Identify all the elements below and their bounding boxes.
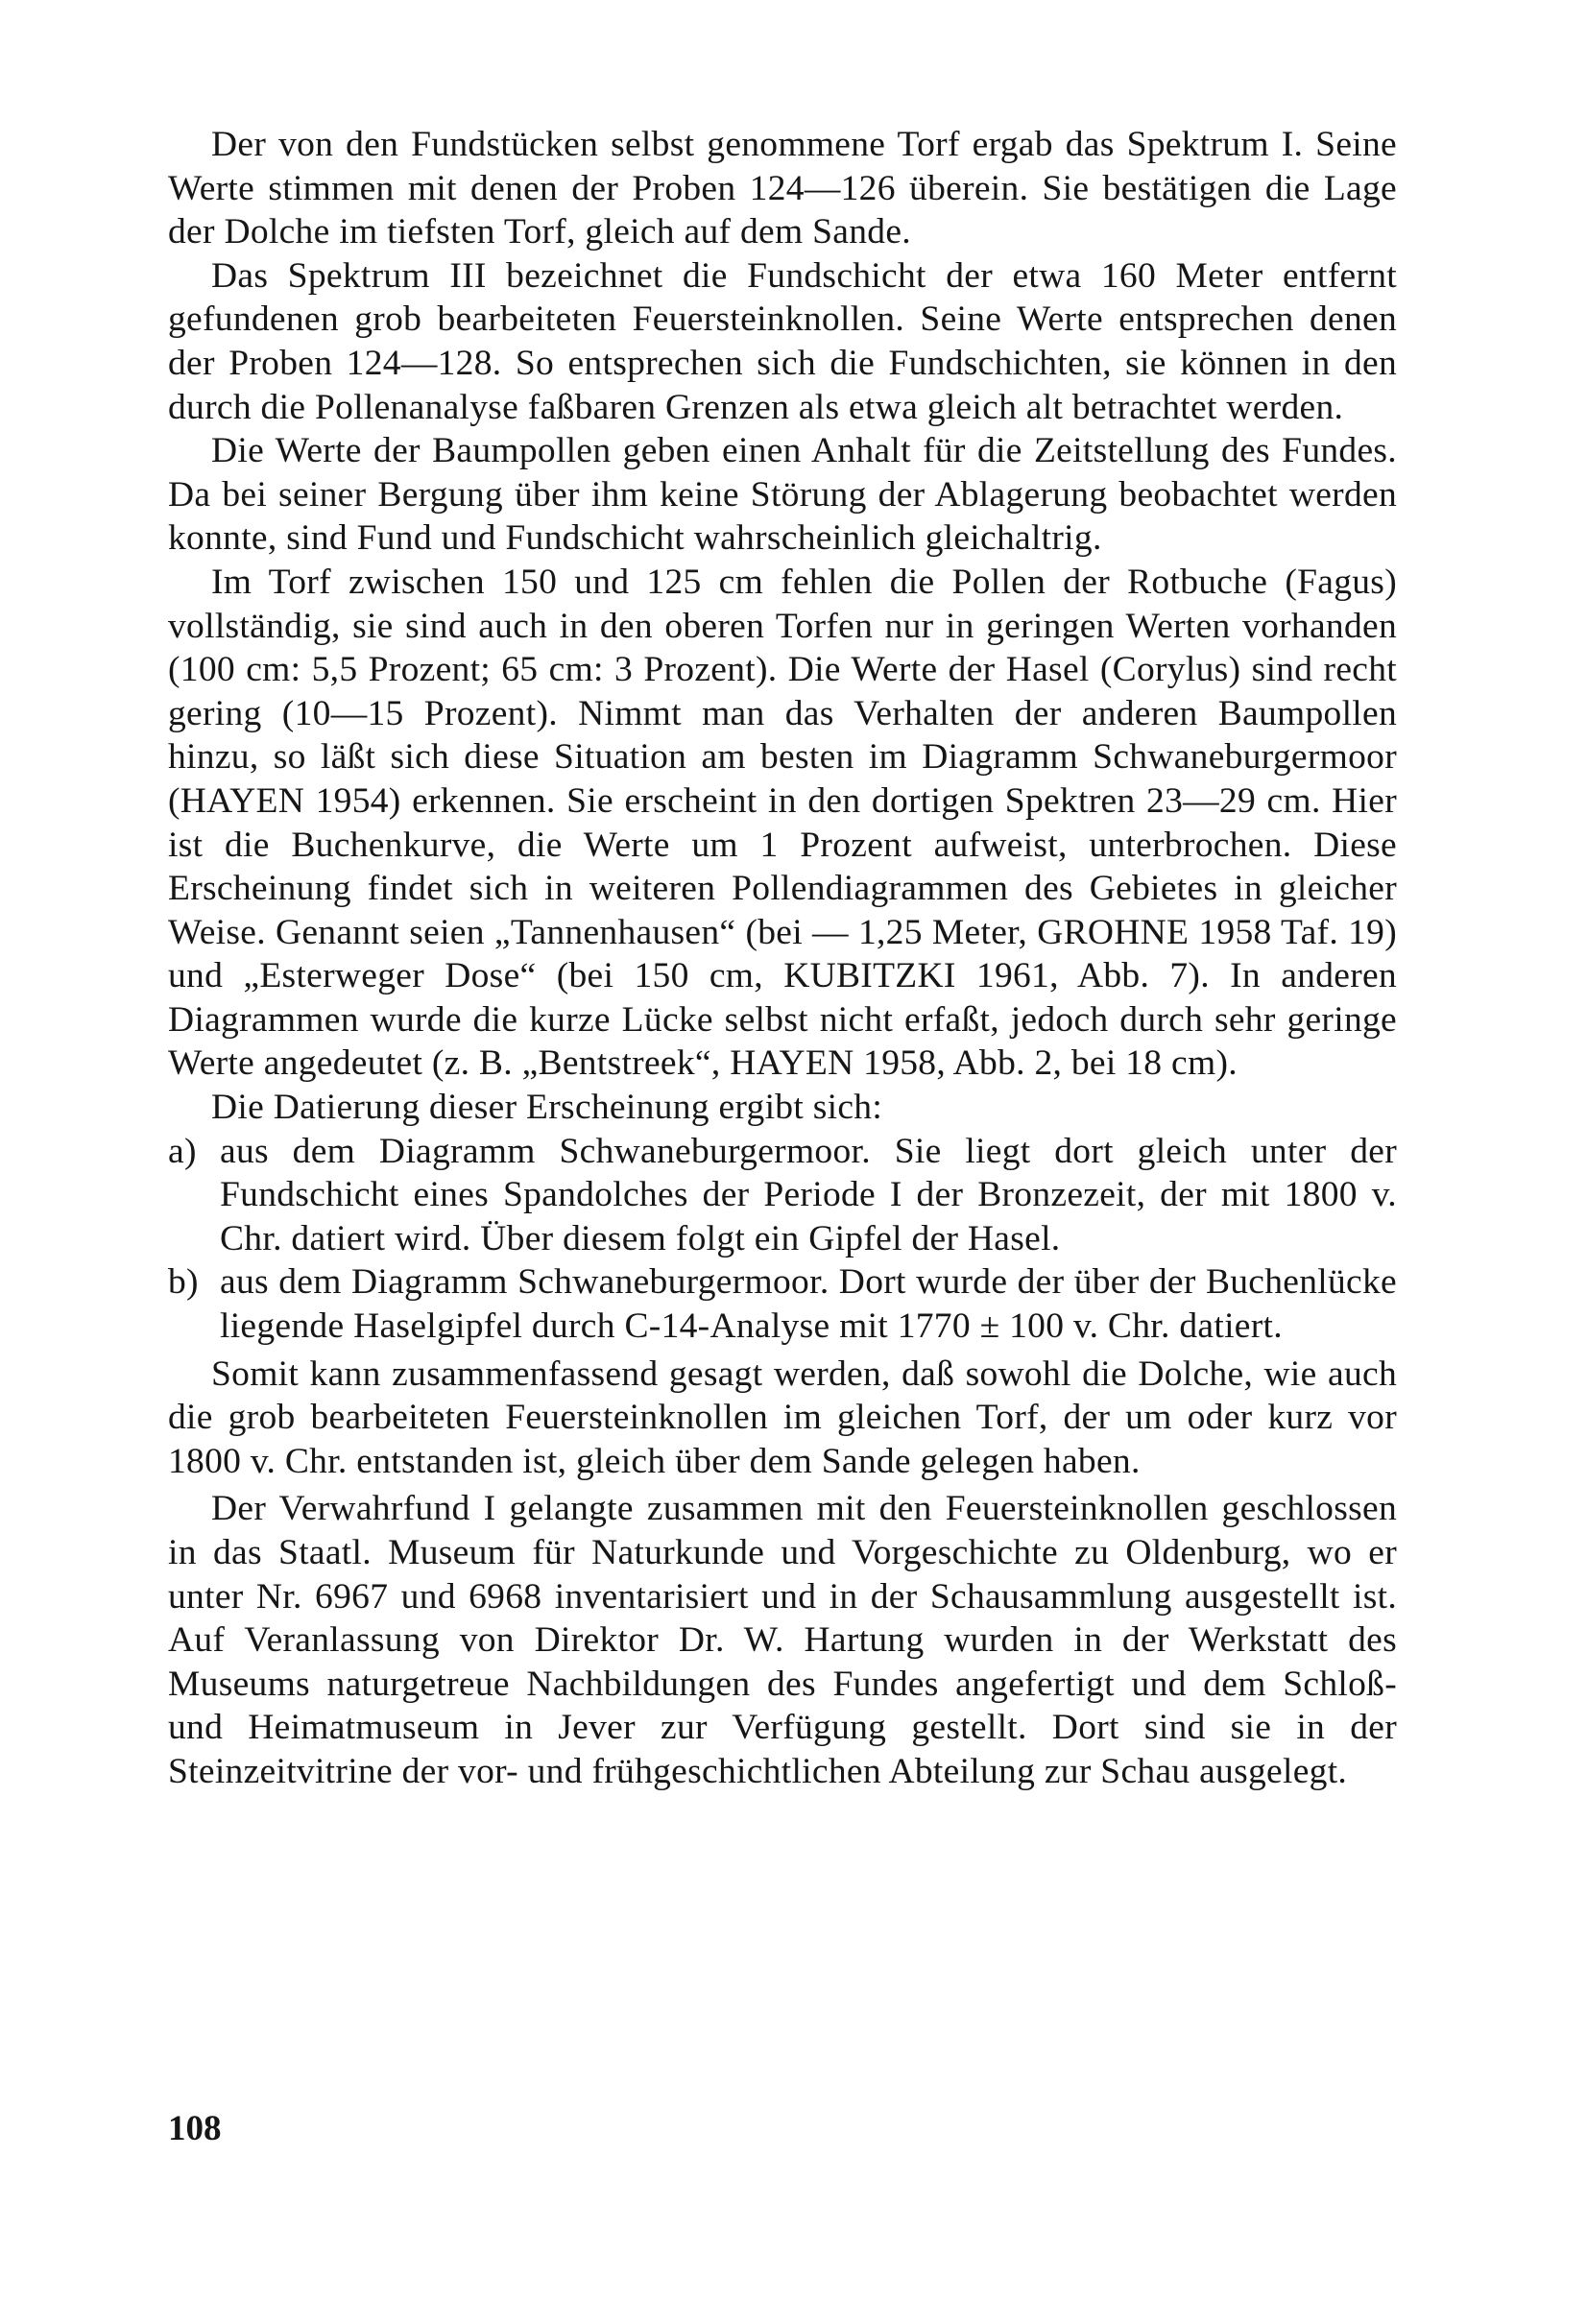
paragraph-torf-analysis: Im Torf zwischen 150 und 125 cm fehlen die Pollen der Rotbuche (Fagus) vollständig, sie sind auch in den oberen Torfen nur in geringen Werten vorhanden (100 cm: 5,5 Prozent; 65 cm: 3 Prozent). Die Werte der Hasel (Corylus) sind recht gering (10—15 Prozent). Nimmt man das Verhalten der anderen Baumpollen hinzu, so läßt sich diese Situation am besten im Diagramm Schwaneburgermoor (HAYEN 1954) erkennen. Sie erscheint in den dortigen Spektren 23—29 cm. Hier ist die Buchenkurve, die Werte um 1 Prozent aufweist, unterbrochen. Diese Erscheinung findet sich in weiteren Pollendiagrammen des Gebietes in gleicher Weise. Genannt seien „Tannenhausen“ (bei — 1,25 Meter, GROHNE 1958 Taf. 19) und „Esterweger Dose“ (bei 150 cm, KUBITZKI 1961, Abb. 7). In anderen Diagrammen wurde die kurze Lücke selbst nicht erfaßt, jedoch durch sehr geringe Werte angedeutet (z. B. „Bentstreek“, HAYEN 1958, Abb. 2, bei 18 cm). xyxy=(168,562,1397,1084)
paragraph-summary: Somit kann zusammenfassend gesagt werden, daß sowohl die Dolche, wie auch die grob bearbeiteten Feuersteinknollen im gleichen Torf, der um oder kurz vor 1800 v. Chr. entstanden ist, gleich über dem Sande gelegen haben. xyxy=(168,1354,1397,1481)
paragraph-baumpollen: Die Werte der Baumpollen geben einen Anhalt für die Zeitstellung des Fundes. Da bei seiner Bergung über ihm keine Störung der Ablagerung beobachtet werden konnte, sind Fund und Fundschicht wahrscheinlich gleichaltrig. xyxy=(168,431,1397,559)
list-item-text: aus dem Diagramm Schwaneburgermoor. Dort wurde der über der Buchenlücke liegende Haselgipfel durch C-14-Analyse mit 1770 ± 100 v. Chr. datiert. xyxy=(220,1262,1397,1347)
list-item-b xyxy=(168,1260,1397,1348)
list-item-text: aus dem Diagramm Schwaneburgermoor. Sie liegt dort gleich unter der Fundschicht eines Spandolches der Periode I der Bronzezeit, der mit 1800 v. Chr. datiert wird. Über diesem folgt ein Gipfel der Hasel. xyxy=(220,1131,1397,1258)
list-item-label: a) xyxy=(168,1131,197,1171)
list-item-label: b) xyxy=(168,1262,199,1303)
page-body xyxy=(168,123,1397,1794)
page-number: 108 xyxy=(168,2109,222,2148)
paragraph-spektrum-iii: Das Spektrum III bezeichnet die Fundschicht der etwa 160 Meter entfernt gefundenen grob bearbeiteten Feuersteinknollen. Seine Werte entsprechen denen der Proben 124—128. So entsprechen sich die Fundschichten, sie können in den durch die Pollenanalyse faßbaren Grenzen als etwa gleich alt betrachtet werden. xyxy=(168,255,1397,427)
paragraph-verwahrfund: Der Verwahrfund I gelangte zusammen mit den Feuersteinknollen geschlossen in das Staatl. Museum für Naturkunde und Vorgeschichte zu Oldenburg, wo er unter Nr. 6967 und 6968 inventarisiert und in der Schausammlung ausgestellt ist. Auf Veranlassung von Direktor Dr. W. Hartung wurden in der Werkstatt des Museums naturgetreue Nachbildungen des Fundes angefertigt und dem Schloß- und Heimatmuseum in Jever zur Verfügung gestellt. Dort sind sie in der Steinzeitvitrine der vor- und frühgeschichtlichen Abteilung zur Schau ausgelegt. xyxy=(168,1489,1397,1791)
paragraph-spektrum-i: Der von den Fundstücken selbst genommene Torf ergab das Spektrum I. Seine Werte stimmen mit denen der Proben 124—126 überein. Sie bestätigen die Lage der Dolche im tiefsten Torf, gleich auf dem Sande. xyxy=(168,125,1397,252)
list-item-a xyxy=(168,1130,1397,1261)
paragraph-datierung-intro: Die Datierung dieser Erscheinung ergibt sich: xyxy=(211,1088,883,1128)
